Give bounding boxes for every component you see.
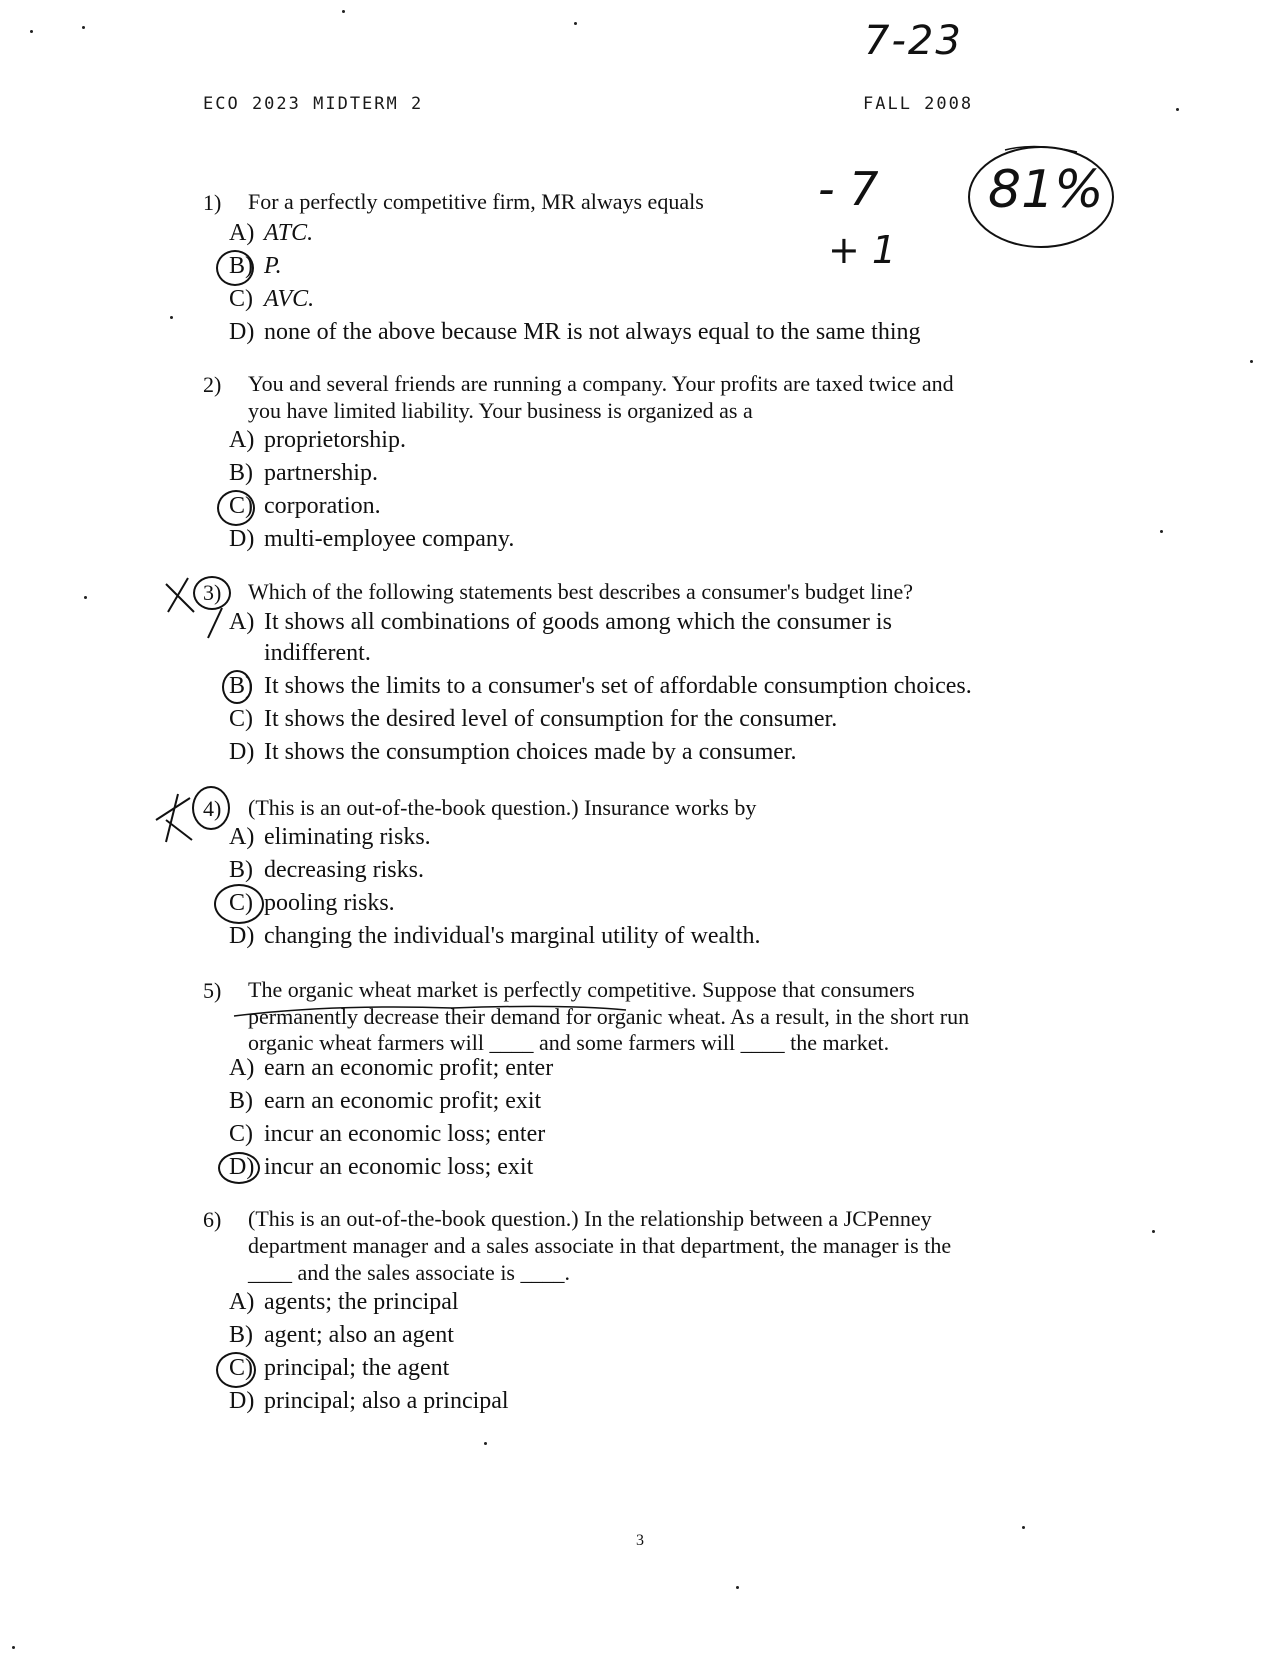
option-label: D) — [229, 923, 255, 949]
question-number: 5) — [203, 978, 222, 1003]
option-text: ATC. — [264, 220, 314, 246]
option-label: D) — [229, 1388, 255, 1414]
option-b — [229, 1086, 541, 1116]
scan-speck — [342, 10, 345, 13]
option-text: changing the individual's marginal utility of wealth. — [264, 923, 761, 949]
wrong-mark-icon — [146, 790, 206, 850]
option-label: C) — [229, 1121, 253, 1147]
question-stem-line: The organic wheat market is perfectly competitive. Suppose that consumers — [248, 977, 915, 1002]
option-text: earn an economic profit; exit — [264, 1088, 542, 1114]
option-label: D) — [229, 739, 255, 765]
option-label: A) — [229, 220, 255, 246]
option-text: principal; also a principal — [264, 1388, 509, 1414]
answer-circle — [216, 1352, 256, 1388]
question-stem-line: Which of the following statements best describes a consumer's budget line? — [248, 579, 914, 604]
option-d — [229, 1152, 533, 1182]
question-stem-line: (This is an out-of-the-book question.) In the relationship between a JCPenney — [248, 1206, 932, 1231]
scan-speck — [170, 316, 173, 319]
option-a — [229, 1053, 553, 1083]
option-c — [229, 284, 314, 314]
scan-speck — [574, 22, 577, 25]
option-label: C) — [229, 286, 253, 312]
scan-speck — [84, 596, 87, 599]
scan-speck — [1022, 1526, 1025, 1529]
handwritten-date: 7-23 — [864, 18, 963, 64]
option-c — [229, 1119, 545, 1149]
option-label: A) — [229, 1055, 255, 1081]
scan-speck — [30, 30, 33, 33]
scan-speck — [484, 1442, 487, 1445]
option-label: A) — [229, 427, 255, 453]
question-stem-line: department manager and a sales associate in that department, the manager is the — [248, 1233, 952, 1258]
option-text: corporation. — [264, 493, 381, 519]
option-text: eliminating risks. — [264, 824, 431, 850]
question-stem-line: permanently decrease their demand for organic wheat. As a result, in the short run — [248, 1004, 970, 1029]
option-label: C) — [229, 493, 253, 519]
option-text: agents; the principal — [264, 1289, 459, 1315]
question-number: 6) — [203, 1207, 222, 1232]
question-stem-line: organic wheat farmers will ____ and some farmers will ____ the market. — [248, 1030, 890, 1055]
option-label: B) — [229, 1088, 253, 1114]
underline-annotation — [232, 1002, 628, 1022]
option-label: C) — [229, 1355, 253, 1381]
option-label: B) — [229, 857, 253, 883]
option-label: B) — [229, 460, 253, 486]
page-number: 3 — [636, 1532, 644, 1549]
option-label: A) — [229, 824, 255, 850]
option-text: agent; also an agent — [264, 1322, 454, 1348]
answer-circle — [222, 670, 252, 704]
option-text: decreasing risks. — [264, 857, 424, 883]
option-text: It shows the consumption choices made by a consumer. — [264, 739, 797, 765]
term-label: FALL 2008 — [863, 94, 974, 114]
option-b — [229, 855, 424, 885]
option-a — [229, 218, 313, 248]
question-stem-line: ____ and the sales associate is ____. — [248, 1260, 570, 1285]
option-c — [229, 704, 837, 734]
option-d — [229, 921, 760, 951]
question-number: 1) — [203, 190, 222, 215]
handwritten-score: 81% — [988, 160, 1104, 220]
option-a — [229, 425, 406, 455]
option-label: C) — [229, 706, 253, 732]
option-text: P. — [264, 253, 282, 279]
option-c — [229, 1353, 449, 1383]
question-stem — [248, 188, 704, 216]
option-text: partnership. — [264, 460, 378, 486]
answer-circle — [218, 1152, 260, 1184]
question-stem-line: you have limited liability. Your business is organized as a — [248, 398, 753, 423]
option-label: B) — [229, 1322, 253, 1348]
scan-speck — [1152, 1230, 1155, 1233]
scan-speck — [1176, 108, 1179, 111]
option-a — [229, 1287, 459, 1317]
option-text: none of the above because MR is not always equal to the same thing — [264, 319, 921, 345]
option-d — [229, 317, 921, 347]
option-label: C) — [229, 890, 253, 916]
option-text: multi-employee company. — [264, 526, 515, 552]
handwritten-addition: + 1 — [828, 228, 897, 272]
option-a — [229, 822, 431, 852]
option-text: AVC. — [264, 286, 315, 312]
option-text: earn an economic profit; enter — [264, 1055, 554, 1081]
option-text: incur an economic loss; enter — [264, 1121, 546, 1147]
option-label: D) — [229, 319, 255, 345]
question-stem-line: (This is an out-of-the-book question.) Insurance works by — [248, 795, 757, 820]
option-d — [229, 1386, 509, 1416]
scan-speck — [736, 1586, 739, 1589]
option-d — [229, 737, 797, 767]
option-label: B) — [229, 673, 253, 699]
option-label: A) — [229, 609, 255, 635]
option-text: It shows the desired level of consumption for the consumer. — [264, 706, 838, 732]
option-text: proprietorship. — [264, 427, 406, 453]
option-label: D) — [229, 1154, 255, 1180]
option-b — [229, 458, 378, 488]
option-d — [229, 524, 514, 554]
scan-speck — [1250, 360, 1253, 363]
handwritten-deduction: - 7 — [818, 162, 879, 216]
option-text: incur an economic loss; exit — [264, 1154, 534, 1180]
scan-speck — [1160, 530, 1163, 533]
option-label: A) — [229, 1289, 255, 1315]
question-number: 3) — [203, 580, 222, 605]
answer-circle — [216, 250, 254, 286]
option-text: pooling risks. — [264, 890, 395, 916]
question-stem-line: For a perfectly competitive firm, MR always equals — [248, 189, 704, 214]
answer-circle — [214, 884, 264, 924]
option-label: B) — [229, 253, 253, 279]
option-text: It shows the limits to a consumer's set of affordable consumption choices. — [264, 673, 972, 699]
question-number: 2) — [203, 372, 222, 397]
option-a-continued: indifferent. — [264, 640, 371, 666]
answer-circle — [217, 490, 255, 526]
option-text: It shows all combinations of goods among which the consumer is — [264, 609, 892, 635]
question-number: 4) — [203, 796, 222, 821]
option-b — [229, 671, 972, 701]
question-stem-line: You and several friends are running a company. Your profits are taxed twice and — [248, 371, 954, 396]
option-text: principal; the agent — [264, 1355, 450, 1381]
option-a — [229, 607, 892, 637]
option-label: D) — [229, 526, 255, 552]
option-b — [229, 1320, 454, 1350]
wrong-mark-icon — [160, 572, 230, 642]
course-title: ECO 2023 MIDTERM 2 — [203, 94, 424, 114]
scan-speck — [82, 26, 85, 29]
scan-speck — [12, 1646, 15, 1649]
